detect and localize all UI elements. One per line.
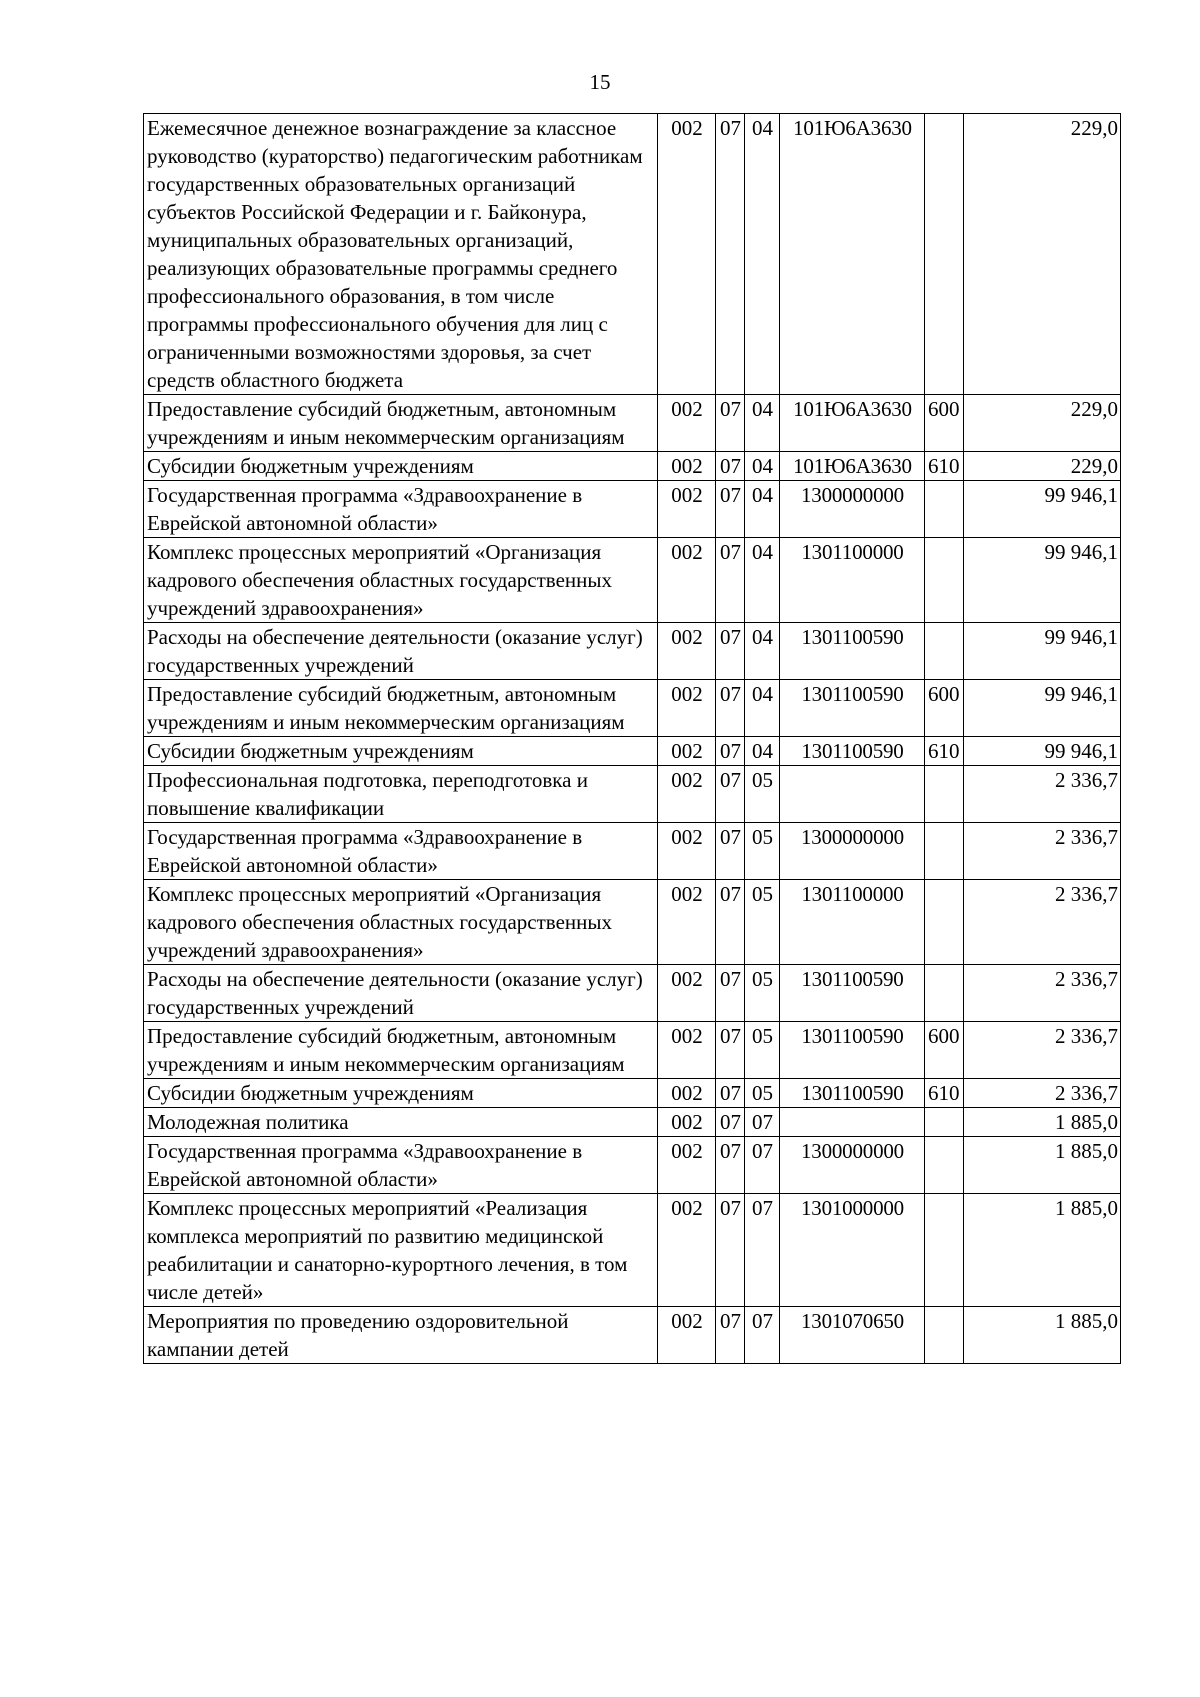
table-row — [144, 880, 1121, 965]
admin-code-cell: 002 — [658, 623, 716, 680]
target-article-code-cell: 1301100590 — [780, 965, 925, 1022]
subsection-code-cell: 04 — [745, 114, 780, 395]
admin-code-cell: 002 — [658, 737, 716, 766]
table-row — [144, 1079, 1121, 1108]
section-code-cell: 07 — [716, 1307, 745, 1364]
admin-code-cell: 002 — [658, 538, 716, 623]
amount-cell: 1 885,0 — [964, 1307, 1121, 1364]
target-article-code-cell: 1300000000 — [780, 481, 925, 538]
target-article-code-cell — [780, 766, 925, 823]
subsection-code-cell: 07 — [745, 1137, 780, 1194]
section-code-cell: 07 — [716, 1079, 745, 1108]
budget-table — [143, 113, 1121, 1364]
target-article-code-cell: 101Ю6А3630 — [780, 114, 925, 395]
amount-cell: 2 336,7 — [964, 766, 1121, 823]
amount-cell: 99 946,1 — [964, 680, 1121, 737]
target-article-code-cell: 1301100000 — [780, 880, 925, 965]
expense-type-code-cell — [925, 538, 964, 623]
target-article-code-cell: 1301100590 — [780, 1079, 925, 1108]
target-article-code-cell: 1301100590 — [780, 680, 925, 737]
target-article-code-cell: 1301000000 — [780, 1194, 925, 1307]
expense-type-code-cell: 610 — [925, 737, 964, 766]
item-name-cell: Предоставление субсидий бюджетным, автономным учреждениям и иным некоммерческим организациям — [144, 680, 658, 737]
section-code-cell: 07 — [716, 452, 745, 481]
amount-cell: 99 946,1 — [964, 737, 1121, 766]
item-name-cell: Государственная программа «Здравоохранение в Еврейской автономной области» — [144, 481, 658, 538]
table-row — [144, 1137, 1121, 1194]
section-code-cell: 07 — [716, 1022, 745, 1079]
item-name-cell: Комплекс процессных мероприятий «Реализация комплекса мероприятий по развитию медицинской реабилитации и санаторно-курортного лечения, в том числе детей» — [144, 1194, 658, 1307]
table-row — [144, 823, 1121, 880]
subsection-code-cell: 07 — [745, 1307, 780, 1364]
section-code-cell: 07 — [716, 481, 745, 538]
section-code-cell: 07 — [716, 1108, 745, 1137]
table-row — [144, 114, 1121, 395]
amount-cell: 229,0 — [964, 395, 1121, 452]
item-name-cell: Субсидии бюджетным учреждениям — [144, 452, 658, 481]
amount-cell: 229,0 — [964, 452, 1121, 481]
amount-cell: 2 336,7 — [964, 1079, 1121, 1108]
amount-cell: 1 885,0 — [964, 1137, 1121, 1194]
table-row — [144, 452, 1121, 481]
item-name-cell: Предоставление субсидий бюджетным, автономным учреждениям и иным некоммерческим организациям — [144, 395, 658, 452]
amount-cell: 2 336,7 — [964, 823, 1121, 880]
subsection-code-cell: 05 — [745, 1079, 780, 1108]
subsection-code-cell: 05 — [745, 880, 780, 965]
expense-type-code-cell — [925, 823, 964, 880]
expense-type-code-cell: 610 — [925, 452, 964, 481]
table-row — [144, 623, 1121, 680]
target-article-code-cell: 101Ю6А3630 — [780, 395, 925, 452]
section-code-cell: 07 — [716, 1137, 745, 1194]
admin-code-cell: 002 — [658, 1307, 716, 1364]
subsection-code-cell: 05 — [745, 823, 780, 880]
section-code-cell: 07 — [716, 395, 745, 452]
amount-cell: 229,0 — [964, 114, 1121, 395]
subsection-code-cell: 04 — [745, 538, 780, 623]
admin-code-cell: 002 — [658, 452, 716, 481]
budget-table-body — [144, 114, 1121, 1364]
table-row — [144, 1307, 1121, 1364]
table-row — [144, 538, 1121, 623]
section-code-cell: 07 — [716, 823, 745, 880]
admin-code-cell: 002 — [658, 823, 716, 880]
target-article-code-cell — [780, 1108, 925, 1137]
target-article-code-cell: 1301100590 — [780, 737, 925, 766]
item-name-cell: Расходы на обеспечение деятельности (оказание услуг) государственных учреждений — [144, 623, 658, 680]
target-article-code-cell: 1300000000 — [780, 823, 925, 880]
admin-code-cell: 002 — [658, 965, 716, 1022]
amount-cell: 1 885,0 — [964, 1194, 1121, 1307]
target-article-code-cell: 1301100590 — [780, 1022, 925, 1079]
amount-cell: 1 885,0 — [964, 1108, 1121, 1137]
item-name-cell: Субсидии бюджетным учреждениям — [144, 737, 658, 766]
admin-code-cell: 002 — [658, 1079, 716, 1108]
target-article-code-cell: 1300000000 — [780, 1137, 925, 1194]
item-name-cell: Мероприятия по проведению оздоровительной кампании детей — [144, 1307, 658, 1364]
subsection-code-cell: 07 — [745, 1194, 780, 1307]
subsection-code-cell: 04 — [745, 481, 780, 538]
target-article-code-cell: 1301070650 — [780, 1307, 925, 1364]
admin-code-cell: 002 — [658, 1108, 716, 1137]
item-name-cell: Комплекс процессных мероприятий «Организация кадрового обеспечения областных государственных учреждений здравоохранения» — [144, 880, 658, 965]
section-code-cell: 07 — [716, 1194, 745, 1307]
expense-type-code-cell — [925, 880, 964, 965]
table-row — [144, 1194, 1121, 1307]
table-row — [144, 1108, 1121, 1137]
expense-type-code-cell: 610 — [925, 1079, 964, 1108]
expense-type-code-cell — [925, 1194, 964, 1307]
amount-cell: 99 946,1 — [964, 623, 1121, 680]
table-row — [144, 680, 1121, 737]
item-name-cell: Комплекс процессных мероприятий «Организация кадрового обеспечения областных государственных учреждений здравоохранения» — [144, 538, 658, 623]
expense-type-code-cell — [925, 965, 964, 1022]
expense-type-code-cell — [925, 1108, 964, 1137]
section-code-cell: 07 — [716, 538, 745, 623]
page-number: 15 — [589, 70, 611, 94]
expense-type-code-cell — [925, 623, 964, 680]
subsection-code-cell: 05 — [745, 1022, 780, 1079]
subsection-code-cell: 05 — [745, 965, 780, 1022]
subsection-code-cell: 04 — [745, 623, 780, 680]
subsection-code-cell: 04 — [745, 395, 780, 452]
section-code-cell: 07 — [716, 114, 745, 395]
amount-cell: 2 336,7 — [964, 1022, 1121, 1079]
expense-type-code-cell — [925, 766, 964, 823]
admin-code-cell: 002 — [658, 1022, 716, 1079]
admin-code-cell: 002 — [658, 680, 716, 737]
item-name-cell: Государственная программа «Здравоохранение в Еврейской автономной области» — [144, 1137, 658, 1194]
section-code-cell: 07 — [716, 680, 745, 737]
table-row — [144, 965, 1121, 1022]
expense-type-code-cell: 600 — [925, 680, 964, 737]
admin-code-cell: 002 — [658, 766, 716, 823]
admin-code-cell: 002 — [658, 114, 716, 395]
section-code-cell: 07 — [716, 965, 745, 1022]
target-article-code-cell: 1301100000 — [780, 538, 925, 623]
subsection-code-cell: 05 — [745, 766, 780, 823]
subsection-code-cell: 04 — [745, 737, 780, 766]
section-code-cell: 07 — [716, 880, 745, 965]
expense-type-code-cell: 600 — [925, 395, 964, 452]
section-code-cell: 07 — [716, 766, 745, 823]
expense-type-code-cell — [925, 1137, 964, 1194]
admin-code-cell: 002 — [658, 1194, 716, 1307]
expense-type-code-cell — [925, 1307, 964, 1364]
item-name-cell: Субсидии бюджетным учреждениям — [144, 1079, 658, 1108]
item-name-cell: Расходы на обеспечение деятельности (оказание услуг) государственных учреждений — [144, 965, 658, 1022]
section-code-cell: 07 — [716, 623, 745, 680]
expense-type-code-cell: 600 — [925, 1022, 964, 1079]
expense-type-code-cell — [925, 481, 964, 538]
expense-type-code-cell — [925, 114, 964, 395]
table-row — [144, 766, 1121, 823]
admin-code-cell: 002 — [658, 1137, 716, 1194]
amount-cell: 2 336,7 — [964, 965, 1121, 1022]
target-article-code-cell: 1301100590 — [780, 623, 925, 680]
admin-code-cell: 002 — [658, 395, 716, 452]
admin-code-cell: 002 — [658, 880, 716, 965]
table-row — [144, 395, 1121, 452]
admin-code-cell: 002 — [658, 481, 716, 538]
subsection-code-cell: 04 — [745, 452, 780, 481]
amount-cell: 99 946,1 — [964, 538, 1121, 623]
table-row — [144, 481, 1121, 538]
item-name-cell: Предоставление субсидий бюджетным, автономным учреждениям и иным некоммерческим организациям — [144, 1022, 658, 1079]
table-row — [144, 737, 1121, 766]
section-code-cell: 07 — [716, 737, 745, 766]
subsection-code-cell: 04 — [745, 680, 780, 737]
subsection-code-cell: 07 — [745, 1108, 780, 1137]
item-name-cell: Государственная программа «Здравоохранение в Еврейской автономной области» — [144, 823, 658, 880]
table-row — [144, 1022, 1121, 1079]
item-name-cell: Молодежная политика — [144, 1108, 658, 1137]
amount-cell: 99 946,1 — [964, 481, 1121, 538]
amount-cell: 2 336,7 — [964, 880, 1121, 965]
target-article-code-cell: 101Ю6А3630 — [780, 452, 925, 481]
item-name-cell: Профессиональная подготовка, переподготовка и повышение квалификации — [144, 766, 658, 823]
item-name-cell: Ежемесячное денежное вознаграждение за классное руководство (кураторство) педагогическим работникам государственных образовательных организаций субъектов Российской Федерации и г. Байконура, муниципальных образовательных организаций, реализующих образовательные программы среднего профессионального образования, в том числе программы профессионального обучения для лиц с ограниченными возможностями здоровья, за счет средств областного бюджета — [144, 114, 658, 395]
